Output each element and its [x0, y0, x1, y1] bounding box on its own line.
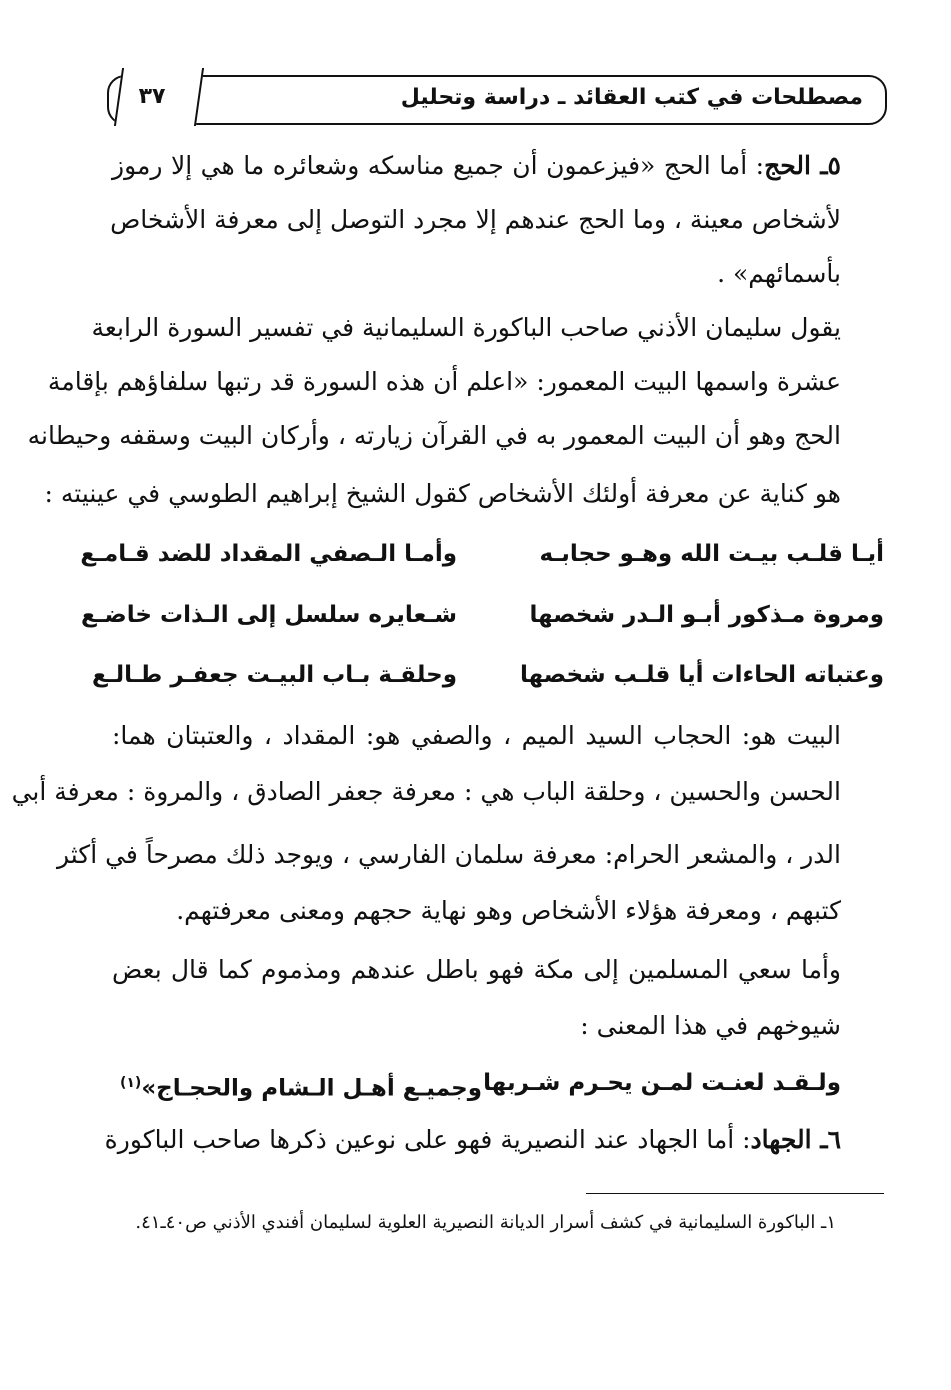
verse-2-hemistich-2: شـعايره سلسل إلى الـذات خاضـع	[80, 602, 457, 628]
running-header	[107, 75, 887, 125]
verse-4-hemistich-1: ولـقـد لعنـت لمـن يحـرم شـربها	[483, 1070, 841, 1096]
section-heading-hajj: ٥ـ الحج	[764, 151, 841, 180]
paragraph-2-line-1: يقول سليمان الأذني صاحب الباكورة السليمانية في تفسير السورة الرابعة	[91, 313, 841, 342]
paragraph-2-line-3: الحج وهو أن البيت المعمور به في القرآن زيارته ، وأركان البيت وسقفه وحيطانه	[27, 421, 841, 450]
verse-4-hemistich-2-text: وجميـع أهـل الـشام والحجـاج»	[141, 1075, 482, 1102]
paragraph-jihad-text-1: : أما الجهاد عند النصيرية فهو على نوعين ذكرها صاحب الباكورة	[104, 1125, 751, 1154]
paragraph-hajj-text-1: : أما الحج «فيزعمون أن جميع مناسكه وشعائره ما هي إلا رموز	[112, 151, 765, 180]
footnote-separator	[586, 1193, 884, 1194]
paragraph-4-line-2: شيوخهم في هذا المعنى :	[580, 1011, 841, 1040]
footnote-1: ١ـ الباكورة السليمانية في كشف أسرار الديانة النصيرية العلوية لسليمان أفندي الأذني ص٤٠ـ٤١.	[135, 1212, 836, 1233]
verse-1-hemistich-1: أيـا قلـب بيـت الله وهـو حجابـه	[539, 541, 884, 567]
paragraph-3-line-3: الدر ، والمشعر الحرام: معرفة سلمان الفارسي ، ويوجد ذلك مصرحاً في أكثر	[56, 840, 841, 869]
paragraph-4-line-1: وأما سعي المسلمين إلى مكة فهو باطل عندهم ومذموم كما قال بعض	[112, 955, 841, 984]
paragraph-hajj-line-3: بأسمائهم» .	[717, 259, 841, 288]
footnote-reference-1[interactable]: (١)	[119, 1075, 142, 1091]
paragraph-3-line-1: البيت هو: الحجاب السيد الميم ، والصفي هو: المقداد ، والعتبتان هما:	[112, 721, 841, 750]
verse-4-hemistich-2	[112, 1066, 482, 1106]
paragraph-2-line-4: هو كناية عن معرفة أولئك الأشخاص كقول الشيخ إبراهيم الطوسي في عينيته :	[44, 479, 841, 508]
header-title: مصطلحات في كتب العقائد ـ دراسة وتحليل	[400, 85, 863, 110]
verse-1-hemistich-2: وأمـا الـصفي المقداد للضد قـامـع	[80, 541, 457, 567]
paragraph-3-line-4: كتبهم ، ومعرفة هؤلاء الأشخاص وهو نهاية حجهم ومعنى معرفتهم.	[176, 896, 841, 925]
paragraph-hajj-line-2: لأشخاص معينة ، وما الحج عندهم إلا مجرد التوصل إلى معرفة الأشخاص	[110, 205, 841, 234]
paragraph-3-line-2: الحسن والحسين ، وحلقة الباب هي : معرفة جعفر الصادق ، والمروة : معرفة أبي	[11, 777, 841, 806]
paragraph-2-line-2: عشرة واسمها البيت المعمور: «اعلم أن هذه السورة قد رتبها سلفاؤهم بإقامة	[47, 367, 841, 396]
verse-3-hemistich-1: وعتباته الحاءات أيا قلـب شخصها	[519, 662, 884, 688]
verse-3-hemistich-2: وحلقـة بـاب البيـت جعفـر طـالـع	[91, 662, 457, 688]
page-number: ٣٧	[138, 84, 166, 109]
paragraph-jihad-line-1	[104, 1122, 841, 1158]
section-heading-jihad: ٦ـ الجهاد	[750, 1125, 841, 1154]
paragraph-hajj-line-1	[112, 148, 841, 184]
verse-2-hemistich-1: ومروة مـذكور أبـو الـدر شخصها	[529, 602, 884, 628]
